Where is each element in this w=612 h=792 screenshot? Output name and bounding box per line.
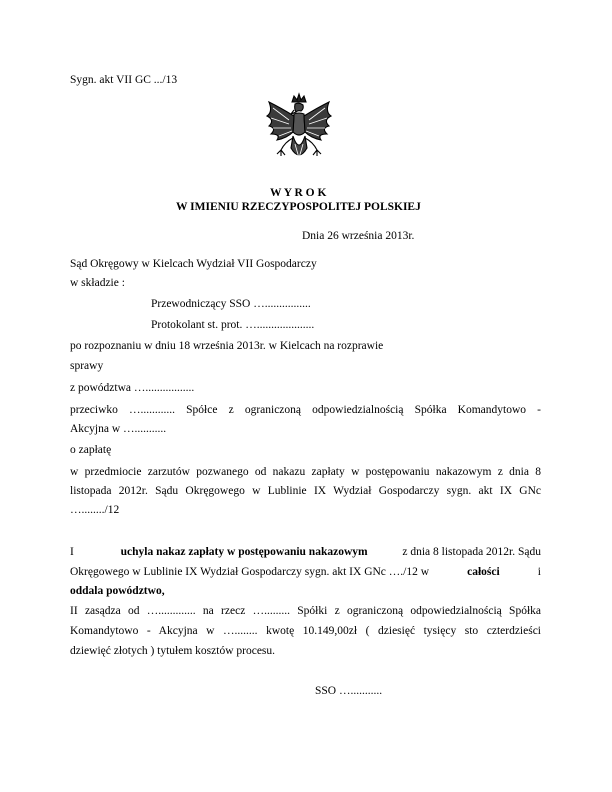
hearing-line: po rozpoznaniu w dniu 18 września 2013r. w Kielcach na rozprawie	[70, 340, 384, 352]
verdict-subtitle: W IMIENIU RZECZYPOSPOLITEJ POLSKIEJ	[176, 201, 421, 213]
ruling-2-line-2: Komandytowo - Akcyjna w …........ kwotę 10.149,00zł ( dziesięć tysięcy sto czterdzieści	[70, 625, 541, 637]
defendant-line-1: przeciwko …............ Spółce z ograniczoną odpowiedzialnością Spółka Komandytowo -	[70, 404, 541, 416]
presiding-judge: Przewodniczący SSO …................	[151, 298, 311, 310]
ruling-1-text-2: Okręgowego w Lublinie IX Wydział Gospodarczy sygn. akt IX GNc …./12 w	[70, 566, 430, 578]
objections-line-1: w przedmiocie zarzutów pozwanego od nakazu zapłaty w postępowaniu nakazowym z dnia 8	[70, 466, 541, 478]
date-line: Dnia 26 września 2013r.	[302, 230, 415, 242]
court-name: Sąd Okręgowy w Kielcach Wydział VII Gospodarczy	[70, 258, 317, 270]
verdict-title: W Y R O K	[270, 187, 327, 199]
court-clerk: Protokolant st. prot. …....................	[151, 319, 315, 331]
claim-line: o zapłatę	[70, 444, 112, 456]
ruling-1-conjunction: i	[537, 566, 541, 578]
plaintiff-line: z powództwa ….................	[70, 382, 195, 394]
ruling-1-text: z dnia 8 listopada 2012r. Sądu	[402, 546, 541, 558]
ruling-1-number: I	[70, 546, 74, 558]
ruling-1-bold-text: uchyla nakaz zapłaty w postępowaniu nakazowym	[120, 546, 368, 558]
ruling-1-line-1	[70, 545, 541, 559]
polish-eagle-emblem	[261, 92, 337, 176]
ruling-1-line-3: oddala powództwo,	[70, 585, 165, 597]
ruling-1-in-full: całości	[467, 566, 500, 578]
case-label: sprawy	[70, 360, 104, 372]
objections-line-2: listopada 2012r. Sądu Okręgowego w Lublinie IX Wydział Gospodarczy sygn. akt IX GNc	[70, 485, 541, 497]
composition-label: w składzie :	[70, 277, 125, 289]
objections-line-3: …......../12	[70, 504, 120, 516]
case-signature: Sygn. akt VII GC .../13	[70, 74, 178, 86]
ruling-2-line-1: II zasądza od …............. na rzecz …......... Spółki z ograniczoną odpowiedzialnością Spółka	[70, 605, 541, 617]
ruling-2-line-3: dziewięć złotych ) tytułem kosztów procesu.	[70, 645, 276, 657]
ruling-1-line-2	[70, 565, 541, 579]
judge-signature: SSO …...........	[315, 685, 383, 697]
defendant-line-2: Akcyjna w …...........	[70, 423, 167, 435]
